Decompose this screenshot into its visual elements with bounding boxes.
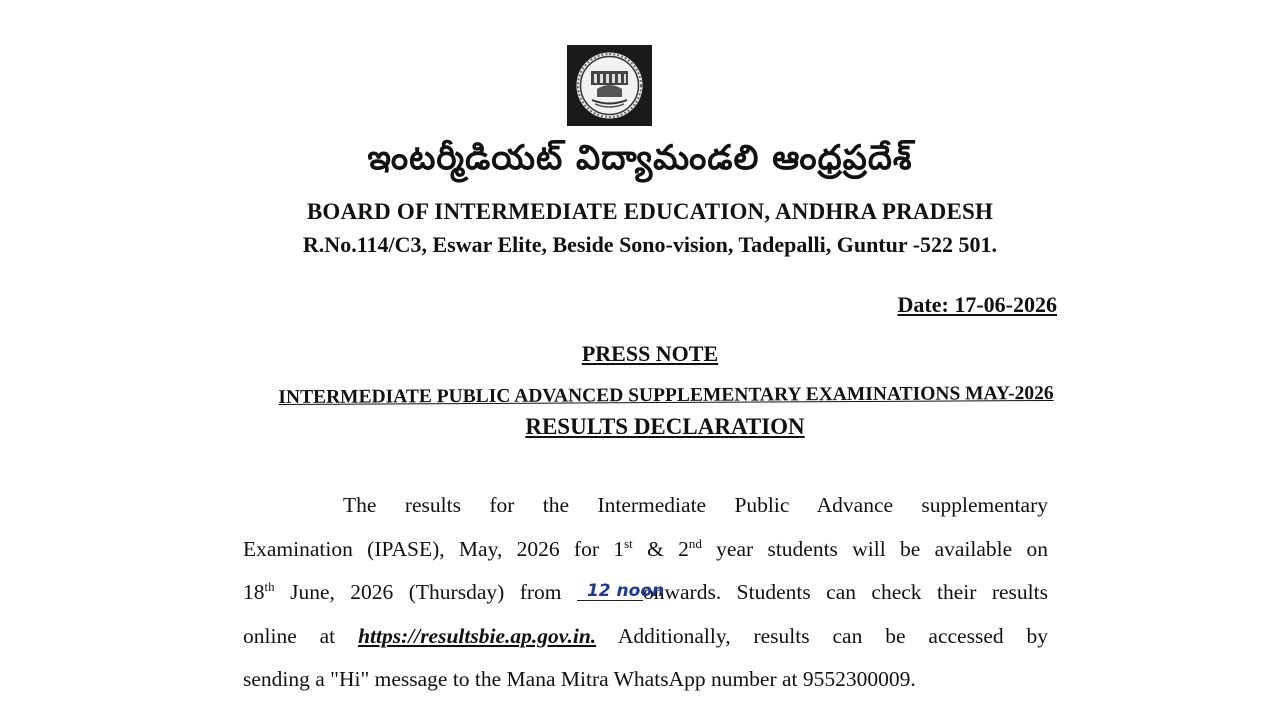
results-declaration-heading: RESULTS DECLARATION (525, 414, 805, 439)
body-line-1 (243, 484, 1048, 528)
organization-name: BOARD OF INTERMEDIATE EDUCATION, ANDHRA PRADESH (306, 199, 994, 224)
body-line-2 (243, 528, 1048, 572)
press-note-date: Date: 17-06-2026 (897, 292, 1057, 317)
body-text-segment: onwards. Students can check their results (642, 580, 1048, 604)
seal-graphic (567, 45, 652, 126)
body-text-segment: 18 (243, 580, 265, 604)
body-line-5 (243, 658, 1048, 702)
telugu-board-title: ఇంటర్మీడియట్ విద్యామండలి ఆంధ్రప్రదేశ్ (367, 138, 913, 178)
press-note-heading: PRESS NOTE (581, 341, 719, 366)
body-line-3 (243, 571, 1048, 615)
body-text-segment: Additionally, results can be accessed by (596, 623, 1049, 648)
ordinal-suffix: st (624, 535, 633, 551)
body-text-segment: & 2 (632, 536, 689, 561)
handwritten-time: 12 noon (586, 581, 665, 601)
results-website-link[interactable]: https://resultsbie.ap.gov.in. (358, 623, 597, 648)
time-blank (577, 580, 665, 601)
body-text-segment: Examination (IPASE), May, 2026 for 1 (243, 536, 625, 561)
ordinal-suffix: th (264, 579, 275, 594)
body-text-segment: sending a "Hi" message to the Mana Mitra WhatsApp number at 9552300009. (243, 667, 916, 691)
ordinal-suffix: nd (688, 535, 702, 551)
body-text-segment: The results for the Intermediate Public Advance supplementary (343, 493, 1048, 517)
body-text-segment: June, 2026 (Thursday) from (274, 580, 577, 604)
press-note-body (243, 484, 1048, 702)
body-text-segment: online at (243, 623, 359, 648)
examination-title: INTERMEDIATE PUBLIC ADVANCED SUPPLEMENTARY EXAMINATIONS MAY-2026 (278, 382, 1054, 409)
organization-address: R.No.114/C3, Eswar Elite, Beside Sono-vision, Tadepalli, Guntur -522 501. (302, 232, 998, 257)
body-text-segment: year students will be available on (701, 536, 1048, 561)
board-seal-icon (567, 45, 652, 126)
body-line-4 (243, 615, 1048, 659)
